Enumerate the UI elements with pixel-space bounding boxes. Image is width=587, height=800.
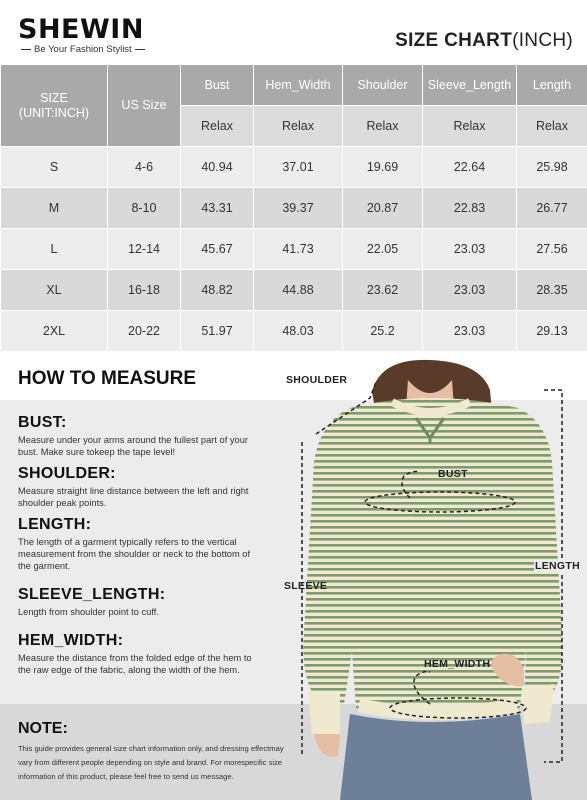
size-table [0,64,587,352]
bust-instruction [18,414,263,458]
length-instruction [18,516,263,572]
shoulder-tag: SHOULDER [286,374,348,386]
tagline-dash-left [21,49,31,50]
value-cell: 26.77 [517,188,587,229]
value-cell: 45.67 [181,229,254,270]
left-hand [314,734,340,757]
instruction-label: SHOULDER: [18,465,116,482]
brand-tagline [18,44,148,55]
instruction-text: Length from shoulder point to cuff. [18,607,159,617]
value-cell: 51.97 [181,311,254,352]
us-size-cell: 8-10 [108,188,181,229]
us-size-cell: 16-18 [108,270,181,311]
value-cell: 23.03 [423,229,517,270]
bust-tag: BUST [438,468,468,480]
value-cell: 23.03 [423,311,517,352]
value-cell: 20.87 [343,188,423,229]
sweatshirt-model-image [280,352,587,800]
value-cell: 25.98 [517,147,587,188]
value-cell: 41.73 [254,229,343,270]
instruction-label: LENGTH: [18,516,92,533]
us-size-cell: 4-6 [108,147,181,188]
size-header-line2: (UNIT:INCH) [18,105,90,120]
note-text: This guide provides general size chart information only, and dressing effectmay vary from different people depending on style and brand. For morespecific size information of this product, please feel free to send us message. [18,744,284,781]
instruction-label: HEM_WIDTH: [18,632,124,649]
table-row [1,229,587,270]
us-size-header: US Size [108,65,181,147]
value-cell: 22.64 [423,147,517,188]
value-cell: 40.94 [181,147,254,188]
sleeve-length-instruction [18,586,263,618]
instruction-text: Measure the distance from the folded edge of the hem to the raw edge of the fabric, along the width of the hem. [18,653,252,675]
value-cell: 48.82 [181,270,254,311]
size-cell: M [1,188,108,229]
size-cell: XL [1,270,108,311]
garment-illustration [280,352,587,800]
chart-title [395,30,573,52]
us-size-cell: 12-14 [108,229,181,270]
length-header: Length [517,65,587,106]
shoulder-header: Shoulder [343,65,423,106]
fit-label: Relax [343,106,423,147]
hem-width-tag: HEM_WIDTH [424,658,491,670]
value-cell: 19.69 [343,147,423,188]
how-to-measure-title: HOW TO MEASURE [18,368,197,389]
table-row [1,147,587,188]
instruction-text: Measure under your arms around the fullest part of your bust. Make sure tokeep the tape level! [18,435,248,457]
value-cell: 23.62 [343,270,423,311]
value-cell: 44.88 [254,270,343,311]
size-header [1,65,108,147]
instruction-label: BUST: [18,414,67,431]
instruction-text: Measure straight line distance between the left and right shoulder peak points. [18,486,249,508]
sleeve-tag: SLEEVE [284,580,328,592]
sleeve-length-header: Sleeve_Length [423,65,517,106]
size-cell: S [1,147,108,188]
brand-logo: SHEWIN [18,14,144,45]
bust-header: Bust [181,65,254,106]
length-tag: LENGTH [535,560,580,572]
value-cell: 27.56 [517,229,587,270]
chart-title-unit: (INCH) [512,30,573,51]
tagline-text: Be Your Fashion Stylist [34,44,132,55]
fit-label: Relax [423,106,517,147]
table-row [1,311,587,352]
value-cell: 25.2 [343,311,423,352]
jeans-shape [340,714,532,800]
table-row [1,270,587,311]
hem-width-header: Hem_Width [254,65,343,106]
fit-label: Relax [517,106,587,147]
value-cell: 22.83 [423,188,517,229]
size-cell: 2XL [1,311,108,352]
how-to-measure-section [0,352,587,800]
hem-width-instruction [18,632,263,676]
tagline-dash-right [135,49,145,50]
instruction-text: The length of a garment typically refers to the vertical measurement from the shoulder or neck to the bottom of the garment. [18,537,251,571]
fit-label: Relax [181,106,254,147]
value-cell: 29.13 [517,311,587,352]
us-size-cell: 20-22 [108,311,181,352]
value-cell: 37.01 [254,147,343,188]
header [0,0,587,64]
value-cell: 43.31 [181,188,254,229]
value-cell: 28.35 [517,270,587,311]
size-cell: L [1,229,108,270]
left-cuff [308,690,340,734]
note-title: NOTE: [18,720,68,737]
value-cell: 23.03 [423,270,517,311]
size-header-line1: SIZE [40,90,68,105]
value-cell: 48.03 [254,311,343,352]
value-cell: 22.05 [343,229,423,270]
value-cell: 39.37 [254,188,343,229]
chart-title-text: SIZE CHART [395,30,513,51]
table-row [1,188,587,229]
fit-label: Relax [254,106,343,147]
shoulder-instruction [18,465,263,509]
instruction-label: SLEEVE_LENGTH: [18,586,166,603]
right-cuff [522,684,554,724]
